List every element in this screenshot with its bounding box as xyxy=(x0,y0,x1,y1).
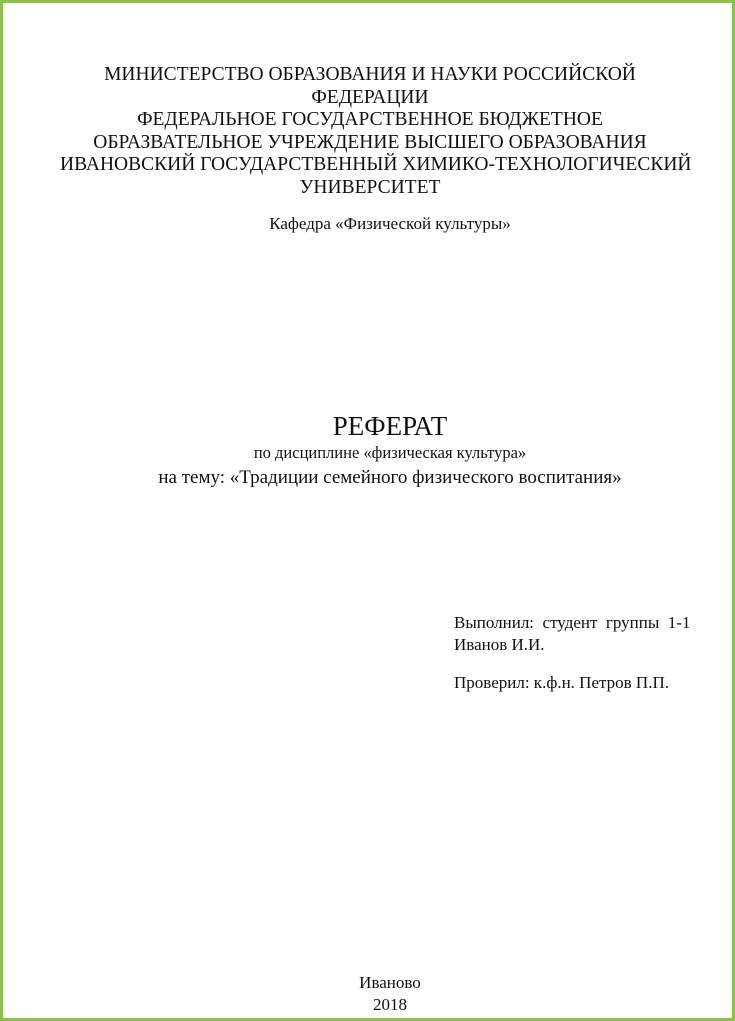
signature-block xyxy=(454,612,690,694)
header-line: ОБРАЗВАТЕЛЬНОЕ УЧРЕЖДЕНИЕ ВЫСШЕГО ОБРАЗОВАНИЯ xyxy=(93,131,647,153)
header-line: ИВАНОВСКИЙ ГОСУДАРСТВЕННЫЙ ХИМИКО-ТЕХНОЛОГИЧЕСКИЙ xyxy=(60,154,692,175)
completed-by: Выполнил: студент группы 1-1 xyxy=(454,613,691,632)
document-title: РЕФЕРАТ xyxy=(332,411,448,441)
topic: на тему: «Традиции семейного физического воспитания» xyxy=(158,467,622,488)
header-line: ФЕДЕРАЦИИ xyxy=(311,86,429,108)
header-line: УНИВЕРСИТЕТ xyxy=(299,176,441,198)
discipline: по дисциплине «физическая культура» xyxy=(253,443,527,462)
ministry-header xyxy=(60,64,692,199)
header-line: ФЕДЕРАЛЬНОЕ ГОСУДАРСТВЕННОЕ БЮДЖЕТНОЕ xyxy=(137,109,603,130)
city: Иваново xyxy=(359,973,421,992)
department: Кафедра «Физической культуры» xyxy=(269,214,511,233)
student-name: Иванов И.И. xyxy=(454,635,545,654)
header-line: МИНИСТЕРСТВО ОБРАЗОВАНИЯ И НАУКИ РОССИЙСКОЙ xyxy=(104,64,636,85)
checked-by: Проверил: к.ф.н. Петров П.П. xyxy=(454,673,669,692)
year: 2018 xyxy=(373,995,407,1014)
footer xyxy=(0,972,735,1016)
